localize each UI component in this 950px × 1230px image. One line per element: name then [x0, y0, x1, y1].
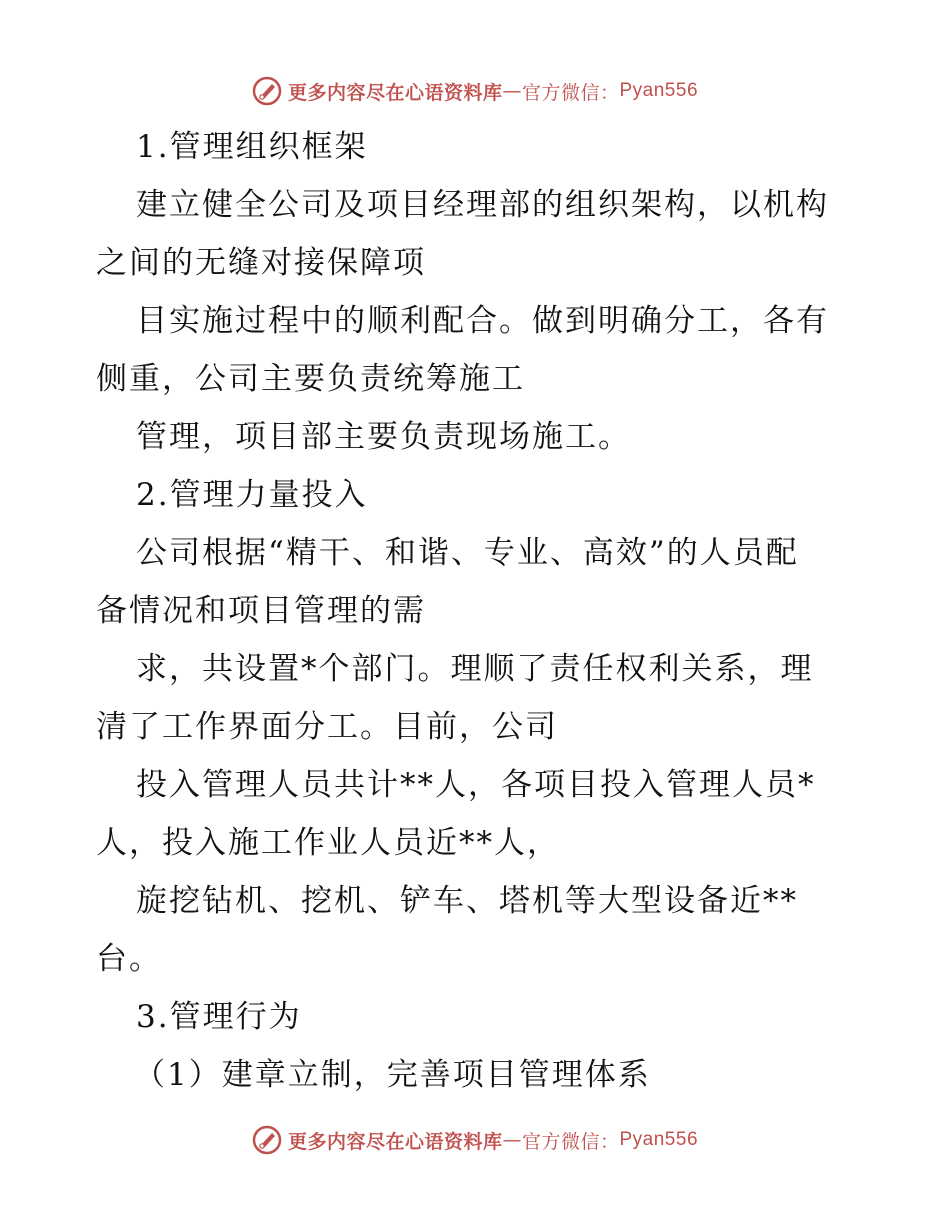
subsection-heading: （1）建章立制，完善项目管理体系	[134, 1057, 651, 1093]
paragraph-line: 侧重，公司主要负责统筹施工	[96, 361, 525, 397]
header-separator: —	[502, 80, 522, 102]
logo-icon	[252, 1125, 282, 1155]
section-heading-2: 2.管理力量投入	[136, 477, 368, 513]
footer-main-text: 更多内容尽在心语资料库	[287, 1130, 503, 1153]
paragraph-line: 人，投入施工作业人员近**人，	[96, 825, 560, 861]
logo-icon	[252, 76, 282, 106]
document-body	[96, 118, 860, 1104]
paragraph-line: 管理，项目部主要负责现场施工。	[136, 419, 631, 455]
paragraph-line: 备情况和项目管理的需	[96, 593, 426, 629]
paragraph-line: 建立健全公司及项目经理部的组织架构，以机构	[136, 187, 829, 223]
paragraph-line: 台。	[96, 941, 162, 977]
footer-banner	[0, 1123, 950, 1157]
paragraph-line: 投入管理人员共计**人，各项目投入管理人员*	[136, 767, 816, 803]
header-wechat-id: Pyan556	[619, 80, 699, 101]
paragraph-line: 旋挖钻机、挖机、铲车、塔机等大型设备近**	[136, 883, 798, 919]
paragraph-line: 求，共设置*个部门。理顺了责任权利关系，理	[136, 651, 814, 687]
paragraph-line: 公司根据“精干、和谐、专业、高效”的人员配	[136, 535, 799, 571]
header-main-text: 更多内容尽在心语资料库	[287, 81, 503, 104]
section-heading-3: 3.管理行为	[136, 999, 302, 1035]
header-banner	[0, 74, 950, 108]
section-heading-1: 1.管理组织框架	[136, 129, 368, 165]
footer-separator: —	[502, 1129, 522, 1151]
paragraph-line: 目实施过程中的顺利配合。做到明确分工，各有	[136, 303, 829, 339]
footer-wechat-label: 官方微信：	[521, 1130, 620, 1153]
paragraph-line: 清了工作界面分工。目前，公司	[96, 709, 558, 745]
header-wechat-label: 官方微信：	[521, 81, 620, 104]
footer-wechat-id: Pyan556	[619, 1129, 699, 1150]
paragraph-line: 之间的无缝对接保障项	[96, 245, 426, 281]
